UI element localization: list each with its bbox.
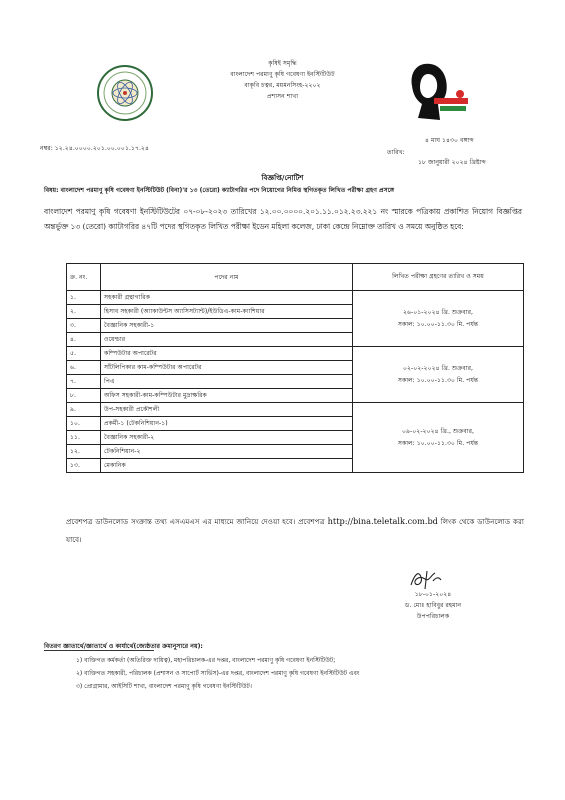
distribution-item: ২) ব্যক্তিগত সহকারী, পরিচালক (প্রশাসন ও সাপোর্ট সার্ভিস)-এর দপ্তর, বাংলাদেশ পরমাণু কৃষি গবেষণা ইনস্টিটিউট এবং (76, 670, 360, 677)
row-post: ওয়েল্ডার (101, 333, 353, 347)
schedule-date: ০২-০২-২০২৪ খ্রি. শুক্রবার, (402, 364, 474, 372)
subject-line: বিষয়: বাংলাদেশ পরমাণু কৃষি গবেষণা ইনস্টিটিউট (বিনা)'র ১৩ (তেরো) ক্যাটাগরির পদে নিয়োগের নিমিত্ত স্থগিতকৃত লিখিত পরীক্ষা গ্রহণ প্রসঙ্গে (44, 187, 395, 194)
date-label: তারিখ: (387, 149, 405, 156)
schedule-cell (353, 403, 524, 473)
institute-address: বাকৃবি চত্বর, ময়মনসিংহ-২২০২ (244, 82, 321, 89)
row-post: মেকানিক (101, 459, 353, 473)
row-serial: ৩. (67, 319, 101, 333)
date-bangla: ৪ মাঘ ১৪৩০ বঙ্গাব্দ (425, 137, 474, 144)
distribution-item: ৩) প্রোগ্রামার, আইসিটি শাখা, বাংলাদেশ পরমাণু কৃষি গবেষণা ইনস্টিটিউট। (76, 683, 252, 690)
row-serial: ৯. (67, 403, 101, 417)
row-post: পিএ (101, 375, 353, 389)
branch-name: প্রশাসন শাখা (266, 93, 299, 100)
row-serial: ২. (67, 305, 101, 319)
schedule-time: সকাল: ১০.০০-১১.৩০ মি. পর্যন্ত (397, 439, 479, 447)
signatory-designation: উপপরিচালক (416, 613, 450, 620)
admit-text-2: লিংক থেকে ডাউনলোড করা যাবে। (66, 517, 524, 544)
table-header-row (67, 264, 524, 291)
schedule-time: সকাল: ১০.০০-১১.৩০ মি. পর্যন্ত (397, 320, 479, 328)
distribution-item: ১) ব্যক্তিগত কর্মকর্তা (অতিরিক্ত দায়িত্ব), মহাপরিচালক-এর দপ্তর, বাংলাদেশ পরমাণু কৃষি গবেষণা ইনস্টিটিউট; (76, 657, 336, 664)
row-post: বৈজ্ঞানিক সহকারী-২ (101, 431, 353, 445)
schedule-time: সকাল: ১০.০০-১১.৩০ মি. পর্যন্ত (397, 376, 479, 384)
row-serial: ১২. (67, 445, 101, 459)
row-serial: ১. (67, 291, 101, 305)
row-post: কম্পিউটার অপারেটর (101, 347, 353, 361)
table-row (67, 347, 524, 361)
schedule-cell (353, 291, 524, 347)
row-serial: ৭. (67, 375, 101, 389)
table-row (67, 291, 524, 305)
admit-text-1: প্রবেশপত্র ডাউনলোড সংক্রান্ত তথ্য এসএমএস এর মাধ্যমে জানিয়ে দেওয়া হবে। প্রবেশপত্র (66, 517, 325, 526)
row-post: অফিস সহকারী-কাম-কম্পিউটার মুদ্রাক্ষরিক (101, 389, 353, 403)
intro-paragraph: বাংলাদেশ পরমাণু কৃষি গবেষণা ইনস্টিটিউটের ০৭-০৮-২০২৩ তারিখের ১২.০০.০০০০.২০১.১১.০১২.২৩.২২১ নং স্মারকে পত্রিকায় প্রকাশিত নিয়োগ বিজ্ঞপ্তির অন্তর্ভুক্ত ১৩ (তেরো) ক্যাটাগরির ৪৭টি পদের স্থগিতকৃত লিখিত পরীক্ষা ইডেন মহিলা কলেজ, ঢাকা কেন্দ্রে নিম্নোক্ত তারিখ ও সময়ে অনুষ্ঠিত হবে: (44, 207, 522, 231)
notice-title: বিজ্ঞপ্তি/নোটিশ (261, 174, 304, 182)
slogan: কৃষিই সমৃদ্ধি (268, 60, 297, 67)
date-english: ১৮ জানুয়ারী ২০২৪ খ্রিষ্টাব্দ (418, 159, 486, 166)
row-post: প্রকর্মী-১ (টেকনিশিয়ান-১) (101, 417, 353, 431)
distribution-underline (44, 650, 154, 651)
row-post: সহকারী গ্রন্থাগারিক (101, 291, 353, 305)
row-post: বৈজ্ঞানিক সহকারী-১ (101, 319, 353, 333)
exam-schedule-table (66, 263, 524, 473)
header-serial: ক্র. নং. (67, 264, 101, 291)
institute-name: বাংলাদেশ পরমাণু কৃষি গবেষণা ইনস্টিটিউট (230, 71, 335, 78)
row-serial: ১০. (67, 417, 101, 431)
row-post: হিসাব সহকারী (অ্যাকাউন্টস অ্যাসিসট্যান্ট)/ইউডিএ-কাম-ক্যাশিয়ার (101, 305, 353, 319)
schedule-cell (353, 347, 524, 403)
table-row (67, 403, 524, 417)
schedule-date: ০৯-০২-২০২৪ খ্রি., শুক্রবার, (402, 427, 474, 435)
admit-download-link[interactable]: http://bina.teletalk.com.bd (327, 516, 438, 526)
row-serial: ৪. (67, 333, 101, 347)
memo-number: নম্বর: ১২.২৪.০০০০.২০১.০০.০০১.১৭.২৪ (40, 145, 149, 152)
distribution-heading: বিতরণ জ্ঞাতার্থে/জ্ঞাতার্থে ও কার্যার্থে(জ্যেষ্ঠতার ক্রমানুসারে নয়): (44, 643, 203, 650)
row-serial: ৫. (67, 347, 101, 361)
signatory-name: ড. মোঃ হাবিবুর রহমান (404, 602, 462, 609)
admit-card-paragraph (66, 512, 524, 549)
schedule-date: ২৬-০১-২০২৪ খ্রি. শুক্রবার, (402, 308, 473, 316)
signature-date: ১৮-০১-২০২৪ (414, 591, 452, 598)
row-post: উপ-সহকারী প্রকৌশলী (101, 403, 353, 417)
row-post: টেকনিশিয়ান-২ (101, 445, 353, 459)
row-serial: ৮. (67, 389, 101, 403)
row-serial: ১১. (67, 431, 101, 445)
row-serial: ১৩. (67, 459, 101, 473)
row-serial: ৬. (67, 361, 101, 375)
row-post: সাঁটলিপিকার কাম-কম্পিউটার অপারেটর (101, 361, 353, 375)
header-post: পদের নাম (101, 264, 353, 291)
header-exam: লিখিত পরীক্ষা গ্রহণের তারিখ ও সময় (353, 264, 524, 291)
